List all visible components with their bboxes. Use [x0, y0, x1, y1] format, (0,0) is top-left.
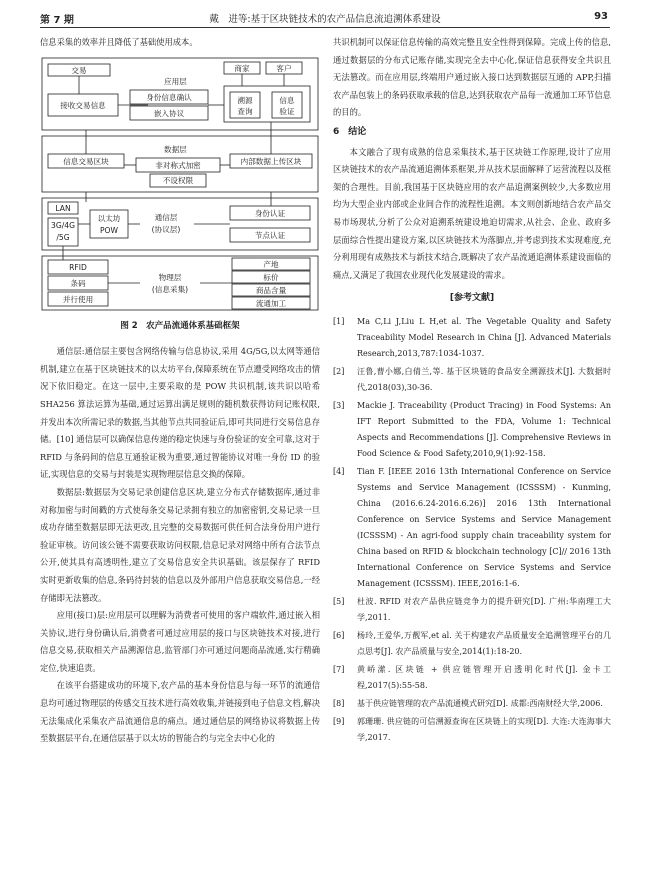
- paragraph-network: 通信层:通信层主要包含网络传输与信息协议,采用 4G/5G,以太网等通信机制,建立在基于区块链技术的以太坊平台,保障系统在节点遭受网络攻击的情况下依旧稳定。在这一层中,主要采取的是 POW 共识机制,该共识以哈希 SHA256 算法运算为基础,通过运算出满足规则的随机数获得访问记账权限,并发出本次所需记录的数据,当其他节点共同验证后,即可共同进行交易信息存储。[10] 通信层可以确保信息传递的稳定快速与身份验证的安全可靠,这对于 RFID 与条码间的信息互通验证极为重要,通过智能协议对唯一身份 ID 的验证,实现信息的交易与封装是实现物理层信息交换的保障。: [40, 346, 320, 480]
- block-box: 信息交易区块: [63, 156, 109, 166]
- paragraph-data: 数据层:数据层为交易记录创建信息区块,建立分布式存储数据库,通过非对称加密与时间戳的方式使每条交易记录拥有独立的加密密钥,交易记录一旦成功存储至数据层即无法更改,且完整的交易数据可供任何合法身份用户进行验证审核。访问该公链不需要获取访问权限,信息记录对网络中所有合法节点公开,使其具有高透明性,建立了交易信息安全共识基础。该层保存了 RFID 实时更新收集的信息,条码待封装的信息以及外部用户信息获取交易信息,一经存储即无法篡改。: [40, 486, 320, 603]
- origin-box: 产地: [263, 259, 279, 269]
- svg-text:通信层: 通信层: [154, 212, 178, 222]
- running-title: 戴 进等:基于区块链技术的农产品信息流追溯体系建设: [209, 14, 441, 25]
- lan-box: LAN: [55, 203, 71, 213]
- network-label: (协议层): [151, 224, 181, 234]
- paragraph-continued: 共识机制可以保证信息传输的高效完整且安全性得到保障。完成上传的信息,通过数据层的分布式记账存储,实现完全去中心化,保证信息获得安全共识且无法篡改。而在应用层,终端用户通过嵌入接口达到数据层互通的 APP,扫描农产品包装上的条码获取承载的信息,达到获取农产品每一流通加工环节信息的目的。: [333, 37, 611, 118]
- verify-box: 验证: [279, 106, 295, 116]
- svg-text:3G/4G: 3G/4G: [51, 220, 75, 230]
- page-number: 93: [594, 11, 608, 22]
- reference-item: [5] 杜波. RFID 对农产品供应链竞争力的提升研究[D]. 广州:华南理工大学,2011.: [333, 596, 611, 622]
- customer-box: 客户: [276, 63, 292, 73]
- node-box: 节点认证: [254, 230, 286, 240]
- trace-box: 查询: [237, 106, 253, 116]
- physical-label: (信息采集): [151, 284, 189, 294]
- rfid-box: RFID: [69, 262, 87, 272]
- section-title: 6 结论: [333, 126, 367, 137]
- svg-text:以太坊: 以太坊: [97, 213, 121, 223]
- intro-paragraph: 信息采集的效率并且降低了基础使用成本。: [40, 37, 198, 47]
- application-label: 应用层: [164, 76, 187, 86]
- encrypt-box: 非对称式加密: [155, 160, 201, 170]
- merchant-box: 商家: [234, 63, 250, 73]
- physical-layer: [42, 246, 318, 310]
- application-layer: [42, 58, 318, 130]
- terminal-box: 并行使用: [62, 294, 94, 304]
- issue-number: 第 7 期: [40, 15, 74, 26]
- reference-item: [9] 郭珊珊. 供应链的可信溯源查询在区块链上的实现[D]. 大连:大连海事大学,2017.: [333, 716, 611, 742]
- left-column: [40, 34, 320, 748]
- reference-item: [8] 基于供应链管理的农产品流通模式研究[D]. 成都:西南财经大学,2006.: [333, 698, 603, 708]
- page-header: [0, 0, 650, 30]
- reference-item: [1] Ma C,Li J,Liu L H,et al. The Vegetable Quality and Safety Traceability Model Research in China [J]. Advanced Materials Research,2013,787:1034-1037.: [333, 316, 611, 358]
- embed-box: 嵌入协议: [153, 108, 185, 118]
- references-title: [参考文献]: [449, 293, 495, 304]
- trade-box: 交易: [71, 65, 87, 75]
- reference-item: [3] Mackie J. Traceability (Product Tracing) in Food Systems: An IFT Report Submitted to the FDA, Volume 1: Technical Aspects and Recommendations [J]. Comprehensive Reviews in Food Science & Food Safety,2010,9(1):92-158.: [333, 400, 611, 458]
- identity-box: 身份认证: [254, 208, 286, 218]
- mobile-box: /5G: [56, 232, 70, 242]
- figure-caption: 图 2 农产品流通体系基础框架: [120, 320, 240, 331]
- data-layer: [42, 122, 318, 192]
- right-column: [333, 34, 611, 748]
- svg-text:物理层: 物理层: [158, 272, 182, 282]
- svg-text:信息: 信息: [279, 95, 295, 105]
- process-box: 流通加工: [255, 298, 287, 308]
- noperm-box: 不设权限: [162, 175, 194, 185]
- ethernet-box: POW: [99, 225, 119, 235]
- reference-item: [2] 汪鲁,曹小娜,白倩兰,等. 基于区块链的食品安全溯源技术[J]. 大数据时代,2018(03),30-36.: [333, 366, 611, 392]
- standard-box: 标价: [263, 272, 279, 282]
- reference-item: [6] 杨玲,王爱华,万靓军,et al. 关于构建农产品质量安全追溯管理平台的几点思考[J]. 农产品质量与安全,2014(1):18-20.: [333, 630, 611, 656]
- reference-item: [7] 黄峤潆. 区块链 + 供应链管理开启透明化时代[J]. 金卡工程,2017(5):55-58.: [333, 664, 611, 690]
- receive-box: 接收交易信息: [60, 100, 106, 110]
- upload-box: 内部数据上传区块: [240, 156, 302, 166]
- paragraph-platform: 在该平台搭建成功的环境下,农产品的基本身份信息与每一环节的流通信息均可通过物理层的传感交互技术进行高效收集,并链接到电子信息文档,解决无法集成化采集农产品流通信息的痛点。通过通信层的网络协议将数据上传至数据层平台,在通信层基于以太坊的智能合约与完全去中心化的: [40, 680, 320, 744]
- barcode-box: 条码: [70, 278, 86, 288]
- data-label: 数据层: [164, 144, 187, 154]
- svg-text:溯源: 溯源: [237, 95, 253, 105]
- paragraph-application: 应用(接口)层:应用层可以理解为消费者可使用的客户端软件,通过嵌入相关协议,进行身份确认后,消费者可通过应用层的接口与区块链技术对接,进行信息交易,获取相关产品溯源信息,监管部门亦可通过问题商品流通,实行精确定位,快速追责。: [40, 610, 320, 673]
- conclusion-paragraph: 本文融合了现有成熟的信息采集技术,基于区块链工作原理,设计了应用区块链技术的农产品流通追溯体系框架,并从技术层面解释了运营流程以及框架的合理性。目前,我国基于区块链应用的农产品追溯案例较少,大多数应用均为大型企业内部或企业间合作的流程性追溯。本文则创新地结合农产品交易市场现状,分析了公众对追溯系统建设地迫切需求,从社会、企业、政府多层面综合性提出建设方案,以区块链技术为落脚点,并考虑到技术实现难度,充分利用现有成熟技术与新技术结合,既解决了农产品流通追溯体系建设面临的痛点,又满足了我国农业现代化发展建设的需求。: [333, 146, 611, 280]
- header-rule: [40, 27, 610, 28]
- content-box: 商品含量: [255, 285, 287, 295]
- network-layer: [42, 192, 318, 250]
- reference-item: [4] Tian F. [IEEE 2016 13th International Conference on Service Systems and Service Management (ICSSSM) - Kunming, China (2016.6.24-2016.6.26)] 2016 13th International Conference on Service Systems and Service Management (ICSSSM) - An agri-food supply chain traceability system for China based on RFID & blockchain technology [C]// 2016 13th International Conference on Service Systems and Service Management (ICSSSM). IEEE,2016:1-6.: [333, 466, 611, 588]
- framework-figure: [40, 56, 320, 312]
- auth-box: 身份信息确认: [146, 92, 192, 102]
